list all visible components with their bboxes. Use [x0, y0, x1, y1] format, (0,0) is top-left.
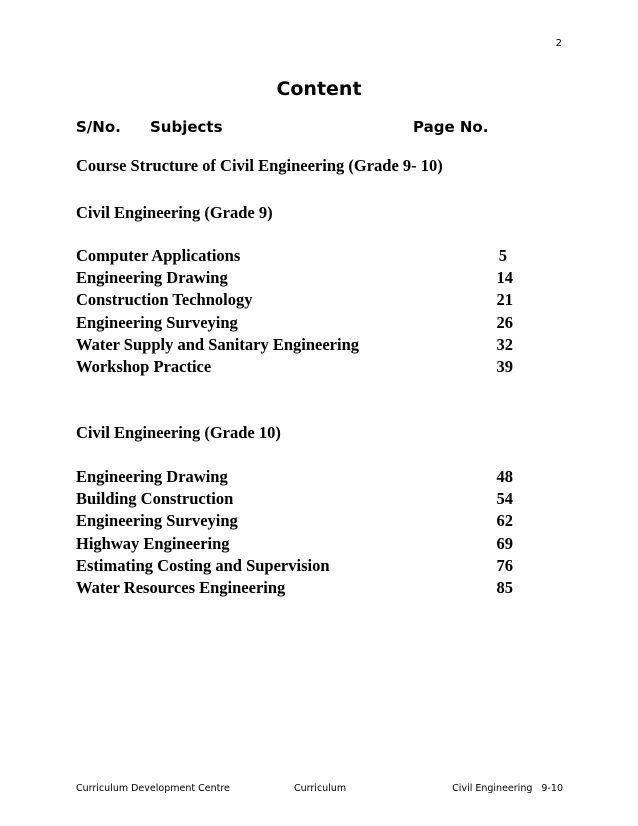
toc-page: 62: [496, 511, 513, 531]
toc-subject: Engineering Drawing: [76, 467, 228, 486]
toc-page: 26: [496, 312, 513, 332]
toc-entry[interactable]: [76, 555, 513, 577]
toc-subject: Engineering Drawing: [76, 268, 228, 288]
toc-entry[interactable]: [76, 488, 513, 510]
toc-entry[interactable]: [76, 466, 513, 488]
column-header-subjects: Subjects: [150, 118, 223, 136]
grade9-toc: [76, 245, 513, 378]
footer-middle: Curriculum: [294, 783, 347, 794]
toc-entry[interactable]: [76, 312, 513, 334]
toc-subject: Building Construction: [76, 489, 234, 509]
toc-page: 32: [496, 334, 513, 354]
toc-subject: Engineering Surveying: [76, 511, 238, 531]
column-header-page-no: Page No.: [413, 118, 489, 136]
toc-subject: Engineering Surveying: [76, 312, 238, 332]
toc-page: 76: [496, 555, 513, 575]
toc-entry[interactable]: [76, 267, 513, 289]
toc-entry[interactable]: [76, 289, 513, 311]
page-footer: [76, 783, 563, 797]
course-structure-heading: Course Structure of Civil Engineering (Grade 9- 10): [76, 156, 443, 175]
column-headers: [76, 118, 496, 140]
toc-subject: Estimating Costing and Supervision: [76, 555, 330, 575]
toc-entry[interactable]: [76, 245, 513, 267]
page-number: 2: [555, 38, 562, 49]
toc-page: 85: [496, 577, 513, 597]
page-title: Content: [276, 78, 362, 100]
toc-page: 5: [498, 246, 507, 265]
toc-page: 48: [496, 467, 513, 486]
toc-subject: Construction Technology: [76, 290, 253, 310]
grade10-heading: Civil Engineering (Grade 10): [76, 423, 281, 442]
toc-entry[interactable]: [76, 533, 513, 555]
toc-entry[interactable]: [76, 356, 513, 378]
toc-page: 21: [496, 290, 513, 310]
toc-subject: Computer Applications: [76, 246, 241, 265]
toc-subject: Highway Engineering: [76, 533, 230, 553]
footer-right: Civil Engineering 9-10: [452, 783, 563, 794]
toc-page: 14: [496, 268, 513, 288]
column-header-sno: S/No.: [76, 118, 121, 136]
toc-entry[interactable]: [76, 334, 513, 356]
toc-page: 39: [496, 356, 513, 376]
grade10-toc: [76, 466, 513, 599]
toc-subject: Workshop Practice: [76, 356, 212, 376]
toc-entry[interactable]: [76, 577, 513, 599]
grade9-heading: Civil Engineering (Grade 9): [76, 203, 273, 222]
toc-page: 54: [496, 489, 513, 509]
footer-left: Curriculum Development Centre: [76, 783, 230, 794]
toc-subject: Water Supply and Sanitary Engineering: [76, 334, 360, 354]
toc-entry[interactable]: [76, 510, 513, 532]
toc-subject: Water Resources Engineering: [76, 577, 286, 597]
toc-page: 69: [496, 533, 513, 553]
